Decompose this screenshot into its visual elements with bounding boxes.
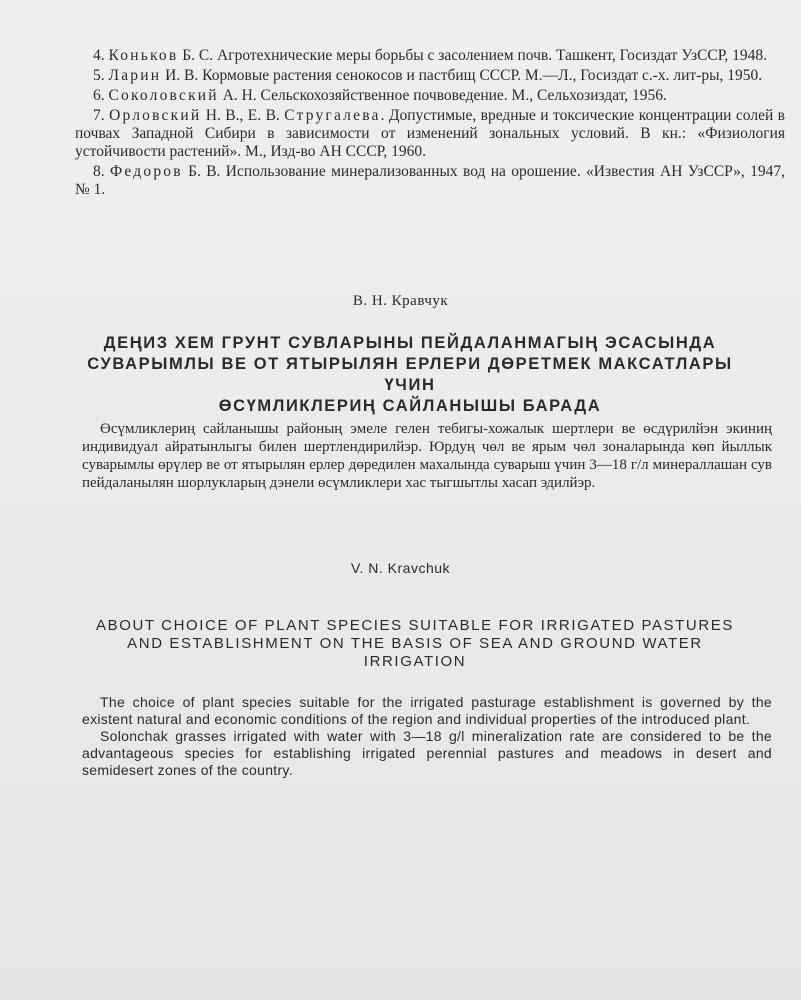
title-line: IRRIGATION bbox=[363, 653, 467, 670]
reference-text: Б. В. Использование минерализованных вод на орошение. «Известия АН УзССР», 1947, № 1. bbox=[75, 163, 786, 198]
reference-text: И. В. Кормовые растения сенокосов и пастбищ СССР. М.—Л., Госиздат с.-х. лит-ры, 1950. bbox=[161, 67, 763, 84]
reference-list bbox=[75, 47, 785, 199]
reference-author: Стругалева bbox=[284, 107, 381, 124]
summary-title-turkmen bbox=[60, 333, 760, 417]
title-line: AND ESTABLISHMENT ON THE BASIS OF SEA AND GROUND WATER bbox=[127, 635, 703, 652]
reference-item bbox=[75, 107, 785, 161]
title-line: ДЕҢИЗ ХЕМ ГРУНТ СУВЛАРЫНЫ ПЕЙДАЛАНМАГЫҢ ЭСАСЫНДА bbox=[103, 334, 717, 352]
abstract-paragraph: Өсүмликлериң сайланышы районың эмеле гелен тебигы-хожалык шертлери ве өсдүрилйэн экиниң индивидуал айратынлыгы билен шертлендирилйэр. Юрдуң чөл ве ярым чөл зоналарында көп йыллык суварымлы өрүлер ве от ятырылян ерлер дөредилен махалында суварыш үчин 3—18 г/л минераллашан сув пейдаланылян шорлукларың дэнели өсүмликлери хас тыгшытлы хасап эдилйэр. bbox=[82, 421, 772, 491]
summary-abstract-english bbox=[82, 694, 772, 779]
reference-number: 7. bbox=[93, 107, 105, 124]
reference-author: Соколовский bbox=[108, 87, 219, 104]
reference-text: А. Н. Сельскохозяйственное почвоведение. М., Сельхозиздат, 1956. bbox=[218, 87, 667, 104]
reference-author: Федоров bbox=[109, 163, 183, 180]
reference-text: . Допустимые, вредные и токсические концентрации солей в почвах Западной Сибири в зависимости от изменений зональных условий. В кн.: «Физиология устойчивости растений». М., Изд-во АН СССР, 1960. bbox=[75, 107, 785, 160]
reference-text: Н. В., Е. В. bbox=[201, 107, 285, 124]
reference-number: 4. bbox=[93, 47, 105, 64]
summary-author-turkmen: В. Н. Кравчук bbox=[352, 293, 449, 309]
abstract-paragraph: Solonchak grasses irrigated with water with 3—18 g/l mineralization rate are considered to be the advantageous species for establishing irrigated perennial pastures and meadows in desert and semidesert zones of the country. bbox=[82, 728, 772, 778]
reference-item bbox=[75, 87, 785, 105]
reference-author: Орловский bbox=[109, 107, 202, 124]
reference-number: 8. bbox=[93, 163, 105, 180]
reference-number: 6. bbox=[93, 87, 105, 104]
reference-item bbox=[75, 163, 785, 199]
reference-text: Б. С. Агротехнические меры борьбы с засолением почв. Ташкент, Госиздат УзССР, 1948. bbox=[178, 47, 768, 64]
reference-author: Ларин bbox=[108, 67, 162, 84]
reference-author: Коньков bbox=[108, 47, 179, 64]
title-line: СУВАРЫМЛЫ ВЕ ОТ ЯТЫРЫЛЯН ЕРЛЕРИ ДӨРЕТМЕК МАКСАТЛАРЫ ҮЧИН bbox=[87, 355, 733, 394]
title-line: ABOUT CHOICE OF PLANT SPECIES SUITABLE FOR IRRIGATED PASTURES bbox=[96, 617, 734, 634]
reference-item bbox=[75, 67, 785, 85]
abstract-paragraph: The choice of plant species suitable for the irrigated pasturage establishment is governed by the existent natural and economic conditions of the region and individual properties of the introduced plant. bbox=[82, 694, 772, 727]
summary-author-english: V. N. Kravchuk bbox=[350, 560, 451, 576]
reference-item bbox=[75, 47, 785, 65]
summary-abstract-turkmen bbox=[82, 420, 772, 492]
summary-title-english bbox=[55, 617, 775, 671]
title-line: ӨСҮМЛИКЛЕРИҢ САЙЛАНЫШЫ БАРАДА bbox=[218, 397, 602, 415]
reference-number: 5. bbox=[93, 67, 105, 84]
